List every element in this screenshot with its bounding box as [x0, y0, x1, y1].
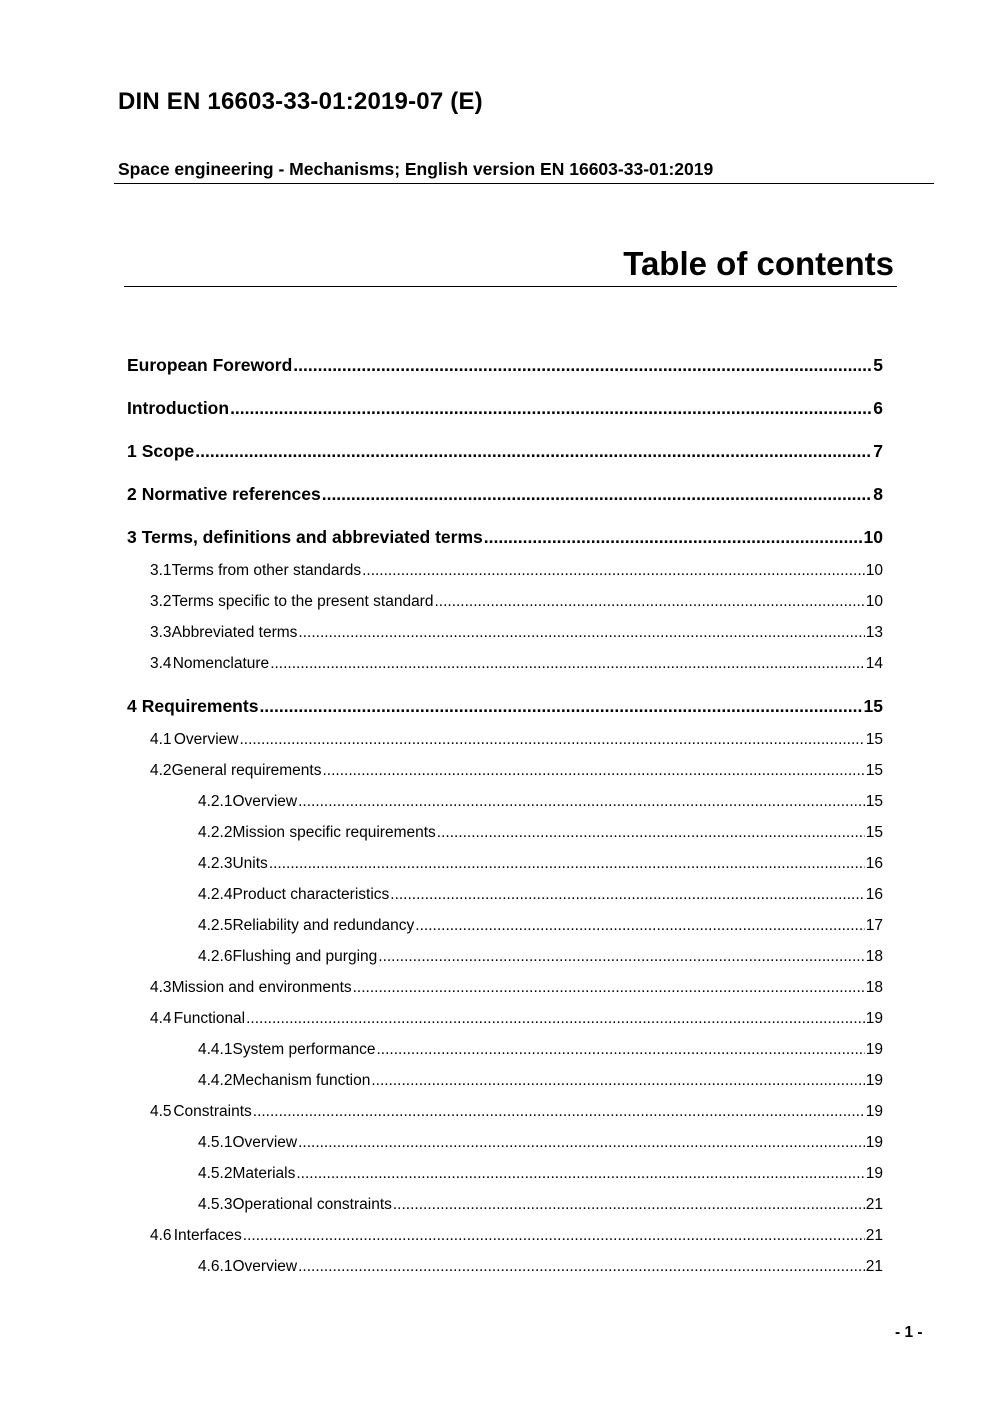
toc-entry[interactable] — [127, 624, 883, 646]
toc-entry-page: 18 — [865, 979, 883, 996]
toc-dot-leader — [269, 855, 865, 873]
toc-entry-number: 4.4.2 — [198, 1072, 233, 1089]
toc-dot-leader — [322, 762, 864, 780]
toc-entry-page: 5 — [873, 355, 883, 375]
toc-dot-leader — [434, 593, 864, 611]
toc-dot-leader — [353, 979, 865, 997]
toc-entry-page: 16 — [865, 886, 883, 903]
toc-entry-number: 4.2.4 — [198, 886, 233, 903]
toc-entry[interactable] — [127, 731, 883, 753]
toc-entry-number: 3 — [127, 527, 137, 547]
toc-entry-page: 15 — [863, 696, 883, 716]
toc-entry-title: Overview — [173, 731, 239, 748]
toc-entry-title: Terms, definitions and abbreviated terms — [141, 527, 483, 547]
toc-dot-leader — [270, 655, 865, 673]
toc-entry[interactable] — [127, 886, 883, 908]
document-id: DIN EN 16603-33-01:2019-07 (E) — [118, 88, 483, 115]
toc-entry[interactable] — [127, 484, 883, 508]
toc-entry-title: Overview — [232, 1134, 298, 1151]
toc-entry-page: 13 — [865, 624, 883, 641]
toc-entry-title: Product characteristics — [232, 886, 390, 903]
toc-entry-number: 4 — [127, 696, 137, 716]
toc-entry-page: 15 — [865, 793, 883, 810]
toc-entry-page: 8 — [873, 484, 883, 504]
toc-entry-number: 4.2.1 — [198, 793, 233, 810]
toc-entry-title: Overview — [232, 1258, 298, 1275]
toc-entry-title: Abbreviated terms — [171, 624, 298, 641]
toc-entry-title: Operational constraints — [232, 1196, 392, 1213]
toc-entry[interactable] — [127, 593, 883, 615]
toc-entry[interactable] — [127, 527, 883, 551]
toc-entry-number: 4.4 — [150, 1010, 172, 1027]
toc-entry-page: 15 — [865, 762, 883, 779]
toc-entry-page: 6 — [873, 398, 883, 418]
toc-entry-title: Reliability and redundancy — [232, 917, 415, 934]
toc-dot-leader — [230, 398, 872, 419]
toc-dot-leader — [253, 1103, 865, 1121]
toc-entry[interactable] — [127, 1165, 883, 1187]
toc-dot-leader — [243, 1227, 865, 1245]
toc-entry-number: 4.1 — [150, 731, 172, 748]
toc-entry-title: European Foreword — [127, 355, 293, 375]
toc-entry[interactable] — [127, 1227, 883, 1249]
toc-entry-title: Terms specific to the present standard — [171, 593, 434, 610]
toc-dot-leader — [371, 1072, 864, 1090]
toc-entry-page: 15 — [865, 731, 883, 748]
toc-entry-title: Flushing and purging — [232, 948, 378, 965]
toc-entry-title: System performance — [232, 1041, 376, 1058]
toc-entry[interactable] — [127, 562, 883, 584]
toc-entry-number: 4.2.5 — [198, 917, 233, 934]
toc-entry-page: 21 — [865, 1196, 883, 1213]
toc-entry-title: Mechanism function — [232, 1072, 371, 1089]
toc-entry-page: 19 — [865, 1134, 883, 1151]
toc-entry-title: Units — [232, 855, 268, 872]
toc-entry-page: 21 — [865, 1227, 883, 1244]
toc-dot-leader — [484, 527, 863, 548]
toc-list — [127, 0, 883, 1403]
toc-entry-page: 10 — [863, 527, 883, 547]
toc-entry-page: 18 — [865, 948, 883, 965]
toc-dot-leader — [298, 793, 865, 811]
toc-dot-leader — [322, 484, 873, 505]
toc-dot-leader — [239, 731, 864, 749]
toc-entry-title: General requirements — [171, 762, 322, 779]
toc-entry[interactable] — [127, 762, 883, 784]
toc-entry-title: Interfaces — [173, 1227, 242, 1244]
toc-entry-page: 19 — [865, 1072, 883, 1089]
toc-entry[interactable] — [127, 917, 883, 939]
toc-entry[interactable] — [127, 855, 883, 877]
toc-entry-title: Normative references — [141, 484, 321, 504]
toc-entry-number: 4.2.3 — [198, 855, 233, 872]
toc-entry-number: 4.5.2 — [198, 1165, 233, 1182]
toc-entry-number: 1 — [127, 441, 137, 461]
toc-dot-leader — [378, 948, 864, 966]
toc-dot-leader — [298, 1258, 865, 1276]
toc-entry-title: Constraints — [173, 1103, 252, 1120]
toc-dot-leader — [415, 917, 864, 935]
toc-entry-title: Nomenclature — [172, 655, 270, 672]
toc-entry-number: 4.5 — [150, 1103, 172, 1120]
toc-entry[interactable] — [127, 1103, 883, 1125]
toc-dot-leader — [246, 1010, 865, 1028]
toc-dot-leader — [376, 1041, 864, 1059]
toc-entry-number: 3.2 — [150, 593, 172, 610]
toc-entry[interactable] — [127, 398, 883, 422]
toc-entry[interactable] — [127, 948, 883, 970]
toc-heading: Table of contents — [623, 245, 894, 282]
toc-entry-number: 4.5.3 — [198, 1196, 233, 1213]
toc-entry-title: Functional — [173, 1010, 246, 1027]
toc-dot-leader — [296, 1165, 864, 1183]
toc-entry[interactable] — [127, 824, 883, 846]
toc-entry[interactable] — [127, 793, 883, 815]
toc-dot-leader — [259, 696, 862, 717]
toc-entry-title: Terms from other standards — [171, 562, 362, 579]
toc-entry[interactable] — [127, 655, 883, 677]
toc-entry-title: Mission specific requirements — [232, 824, 436, 841]
toc-entry[interactable] — [127, 1041, 883, 1063]
toc-entry-page: 21 — [865, 1258, 883, 1275]
toc-entry-page: 14 — [865, 655, 883, 672]
toc-entry-number: 4.6.1 — [198, 1258, 233, 1275]
page-number: - 1 - — [895, 1324, 923, 1341]
toc-dot-leader — [390, 886, 864, 904]
toc-entry-number: 4.3 — [150, 979, 172, 996]
toc-entry-number: 3.4 — [150, 655, 172, 672]
toc-entry-number: 4.5.1 — [198, 1134, 233, 1151]
toc-dot-leader — [393, 1196, 865, 1214]
toc-entry-number: 3.3 — [150, 624, 172, 641]
toc-entry-title: Materials — [232, 1165, 296, 1182]
toc-entry-page: 17 — [865, 917, 883, 934]
toc-entry-title: Overview — [232, 793, 298, 810]
toc-entry-page: 19 — [865, 1165, 883, 1182]
toc-entry[interactable] — [127, 355, 883, 379]
document-subtitle: Space engineering - Mechanisms; English version EN 16603-33-01:2019 — [118, 159, 714, 179]
toc-entry-title: Scope — [141, 441, 195, 461]
toc-dot-leader — [437, 824, 865, 842]
toc-entry[interactable] — [127, 441, 883, 465]
toc-entry[interactable] — [127, 1134, 883, 1156]
toc-dot-leader — [195, 441, 872, 462]
toc-entry-number: 3.1 — [150, 562, 172, 579]
toc-entry[interactable] — [127, 1196, 883, 1218]
toc-dot-leader — [298, 624, 864, 642]
toc-entry-page: 19 — [865, 1041, 883, 1058]
toc-entry[interactable] — [127, 696, 883, 720]
toc-entry-number: 4.2.2 — [198, 824, 233, 841]
toc-dot-leader — [298, 1134, 865, 1152]
toc-entry[interactable] — [127, 1258, 883, 1280]
toc-dot-leader — [293, 355, 872, 376]
toc-entry-number: 4.2.6 — [198, 948, 233, 965]
toc-entry[interactable] — [127, 979, 883, 1001]
toc-entry-title: Mission and environments — [171, 979, 352, 996]
toc-entry-page: 19 — [865, 1010, 883, 1027]
toc-entry-number: 4.6 — [150, 1227, 172, 1244]
toc-entry-title: Requirements — [141, 696, 259, 716]
toc-entry-page: 7 — [873, 441, 883, 461]
toc-entry-page: 16 — [865, 855, 883, 872]
toc-entry-number: 4.4.1 — [198, 1041, 233, 1058]
toc-entry[interactable] — [127, 1072, 883, 1094]
toc-entry-page: 10 — [865, 562, 883, 579]
toc-entry-page: 15 — [865, 824, 883, 841]
toc-entry-number: 4.2 — [150, 762, 172, 779]
toc-dot-leader — [362, 562, 865, 580]
toc-entry[interactable] — [127, 1010, 883, 1032]
toc-entry-page: 19 — [865, 1103, 883, 1120]
toc-entry-title: Introduction — [127, 398, 230, 418]
toc-entry-number: 2 — [127, 484, 137, 504]
toc-entry-page: 10 — [865, 593, 883, 610]
